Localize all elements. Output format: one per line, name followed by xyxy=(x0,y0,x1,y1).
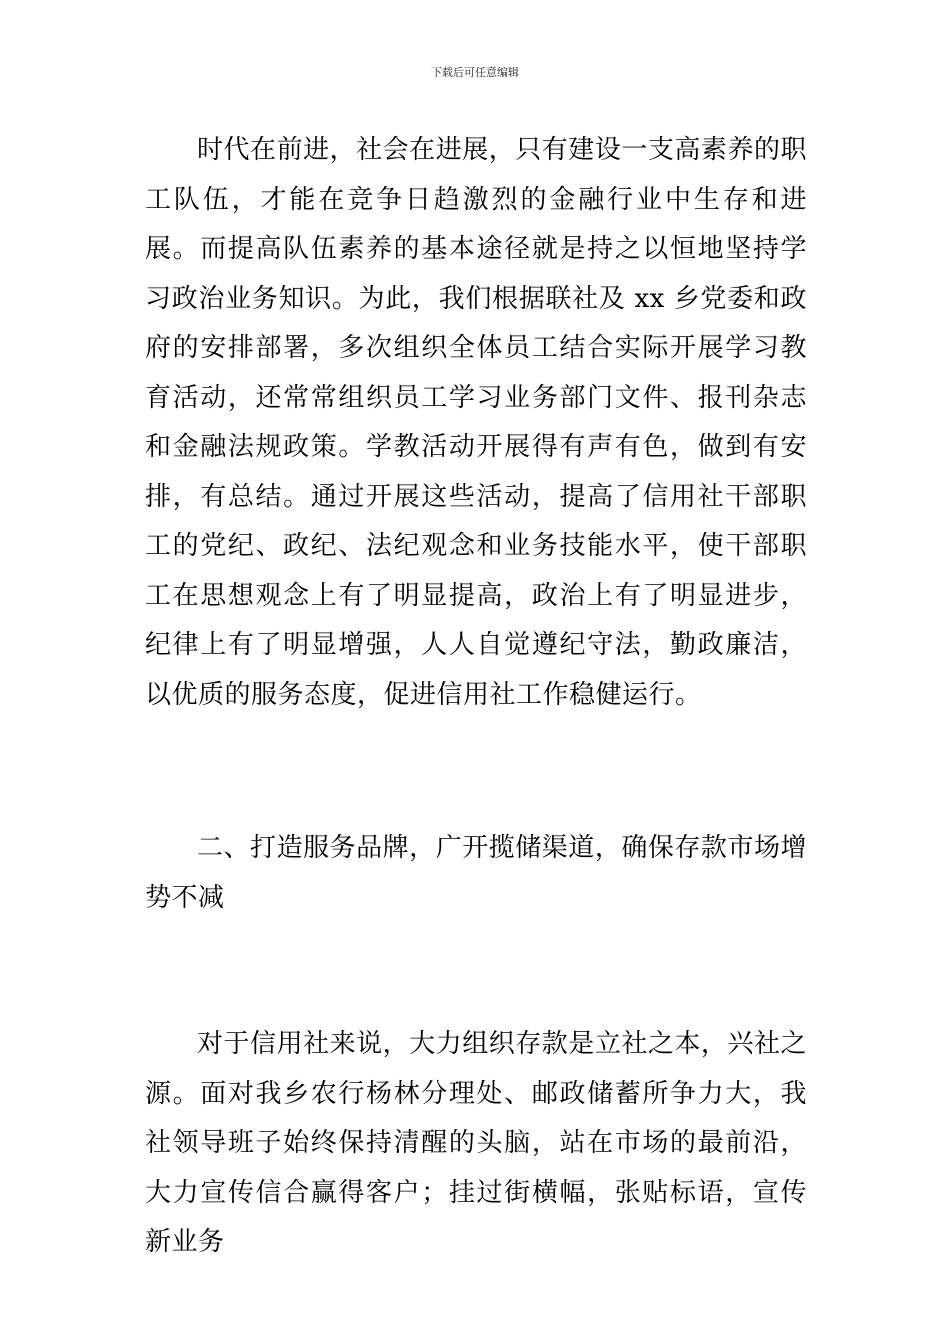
paragraph-study-activities: 时代在前进，社会在进展，只有建设一支高素养的职工队伍，才能在竞争日趋激烈的金融行业中生存和进展。而提高队伍素养的基本途径就是持之以恒地坚持学习政治业务知识。为此，我们根据联社及 xx 乡党委和政府的安排部署，多次组织全体员工结合实际开展学习教育活动，还常常组织员工学习业务部门文件、报刊杂志和金融法规政策。学教活动开展得有声有色，做到有安排，有总结。通过开展这些活动，提高了信用社干部职工的党纪、政纪、法纪观念和业务技能水平，使干部职工在思想观念上有了明显提高，政治上有了明显进步，纪律上有了明显增强，人人自觉遵纪守法，勤政廉洁，以优质的服务态度，促进信用社工作稳健运行。 xyxy=(145,135,807,710)
paragraph-deposits: 对于信用社来说，大力组织存款是立社之本，兴社之源。面对我乡农行杨林分理处、邮政储蓄所争力大，我社领导班子始终保持清醒的头脑，站在市场的最前沿，大力宣传信合赢得客户；挂过街横幅，张贴标语，宣传新业务 xyxy=(145,1029,807,1257)
section-heading-service-brand: 二、打造服务品牌，广开揽储渠道，确保存款市场增势不减 xyxy=(145,833,807,913)
header-note: 下载后可任意编辑 xyxy=(431,66,519,79)
